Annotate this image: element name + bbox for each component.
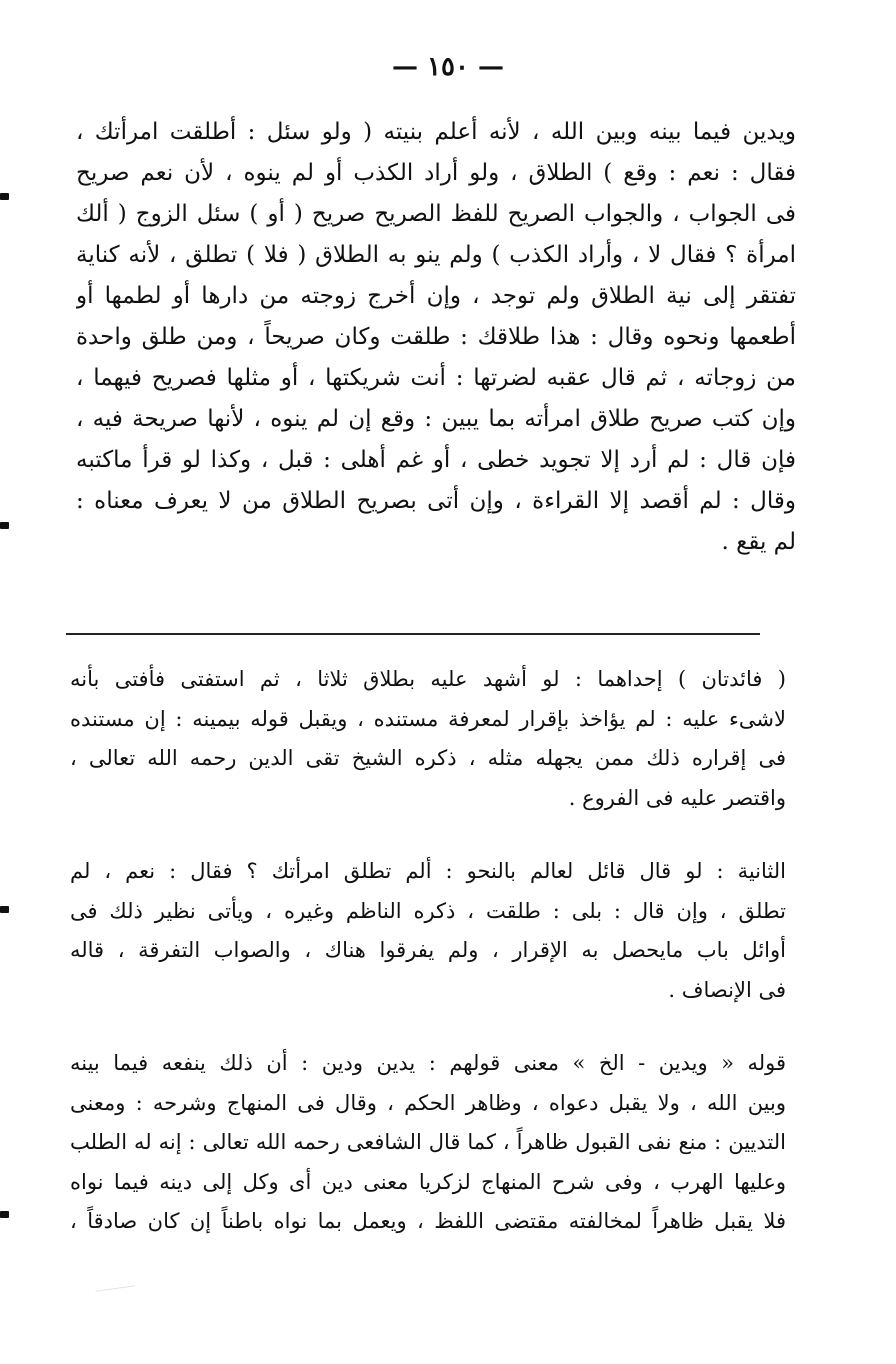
footnote-line: تطلق ، وإن قال : بلى : طلقت ، ذكره الناظم وغيره ، ويأتى نظير ذلك فى bbox=[70, 898, 786, 923]
main-text-line: فى الجواب ، والجواب الصريح للفظ الصريح صريح ( أو ) سئل الزوج ( ألك bbox=[76, 201, 796, 227]
main-text-line: وإن كتب صريح طلاق امرأته بما يبين : وقع إن لم ينوه ، لأنها صريحة فيه ، bbox=[76, 406, 796, 432]
main-text-line: امرأة ؟ فقال لا ، وأراد الكذب ) ولم ينو به الطلاق ( فلا ) تطلق ، لأنه كناية bbox=[76, 242, 796, 268]
main-text-line: أطعمها ونحوه وقال : هذا طلاقك : طلقت وكان صريحاً ، ومن طلق واحدة bbox=[76, 324, 796, 350]
footnote-paragraph bbox=[70, 852, 786, 1010]
binding-mark bbox=[0, 193, 9, 200]
footnote-line: أوائل باب مايحصل به الإقرار ، ولم يفرقوا هناك ، والصواب التفرقة ، قاله bbox=[70, 938, 786, 962]
footnote-line: الثانية : لو قال قائل لعالم بالنحو : ألم تطلق امرأتك ؟ فقال : نعم ، لم bbox=[70, 859, 786, 883]
footnote-line: لاشىء عليه : لم يؤاخذ بإقرار لمعرفة مستنده ، ويقبل قوله بيمينه : إن مستنده bbox=[70, 706, 786, 731]
scan-smudge bbox=[95, 1285, 136, 1301]
main-text-line: فقال : نعم : وقع ) الطلاق ، ولو أراد الكذب أو لم ينوه ، لأن نعم صريح bbox=[76, 160, 796, 186]
main-text-block bbox=[76, 112, 796, 563]
footnote-line: فى الإنصاف . bbox=[668, 977, 786, 1002]
footnote-line: التديين : منع نفى القبول ظاهراً ، كما قال الشافعى رحمه الله تعالى : إنه له الطلب bbox=[70, 1130, 786, 1154]
main-text-line: وقال : لم أقصد إلا القراءة ، وإن أتى بصريح الطلاق من لا يعرف معناه : bbox=[76, 488, 796, 514]
footnote-line: قوله « ويدين - الخ » معنى قولهم : يدين ودين : أن ذلك ينفعه فيما بينه bbox=[70, 1051, 786, 1075]
page-number: — ١٥٠ — bbox=[391, 52, 505, 82]
footnote-paragraph bbox=[70, 660, 786, 818]
main-text-line: فإن قال : لم أرد إلا تجويد خطى ، أو غم أهلى : قبل ، وكذا لو قرأ ماكتبه bbox=[76, 447, 796, 473]
footnote-line: وبين الله ، ولا يقبل دعواه ، وظاهر الحكم ، وقال فى المنهاج وشرحه : ومعنى bbox=[70, 1090, 786, 1115]
main-text-line: تفتقر إلى نية الطلاق ولم توجد ، وإن أخرج زوجته من دارها أو لطمها أو bbox=[76, 283, 796, 309]
binding-mark bbox=[0, 522, 9, 529]
footnote-line: فلا يقبل ظاهراً لمخالفته مقتضى اللفظ ، ويعمل بما نواه باطناً إن كان صادقاً ، bbox=[70, 1209, 786, 1233]
main-text-line: ويدين فيما بينه وبين الله ، لأنه أعلم بنيته ( ولو سئل : أطلقت امرأتك ، bbox=[76, 119, 796, 145]
binding-mark bbox=[0, 906, 9, 913]
binding-mark bbox=[0, 1211, 9, 1218]
footnote-line: واقتصر عليه فى الفروع . bbox=[568, 785, 786, 810]
footnote-line: فى إقراره ذلك ممن يجهله مثله ، ذكره الشيخ تقى الدين رحمه الله تعالى ، bbox=[70, 746, 786, 770]
footnote-divider bbox=[66, 633, 760, 635]
footnote-paragraph bbox=[70, 1044, 786, 1242]
main-text-line: من زوجاته ، ثم قال عقبه لضرتها : أنت شريكتها ، أو مثلها فصريح فيهما ، bbox=[76, 365, 796, 391]
main-text-line: لم يقع . bbox=[721, 529, 796, 555]
footnote-line: ( فائدتان ) إحداهما : لو أشهد عليه بطلاق ثلاثا ، ثم استفتى فأفتى بأنه bbox=[70, 667, 786, 691]
footnote-line: وعليها الهرب ، وفى شرح المنهاج لزكريا معنى دين أى وكل إلى دينه فيما نواه bbox=[70, 1169, 786, 1194]
